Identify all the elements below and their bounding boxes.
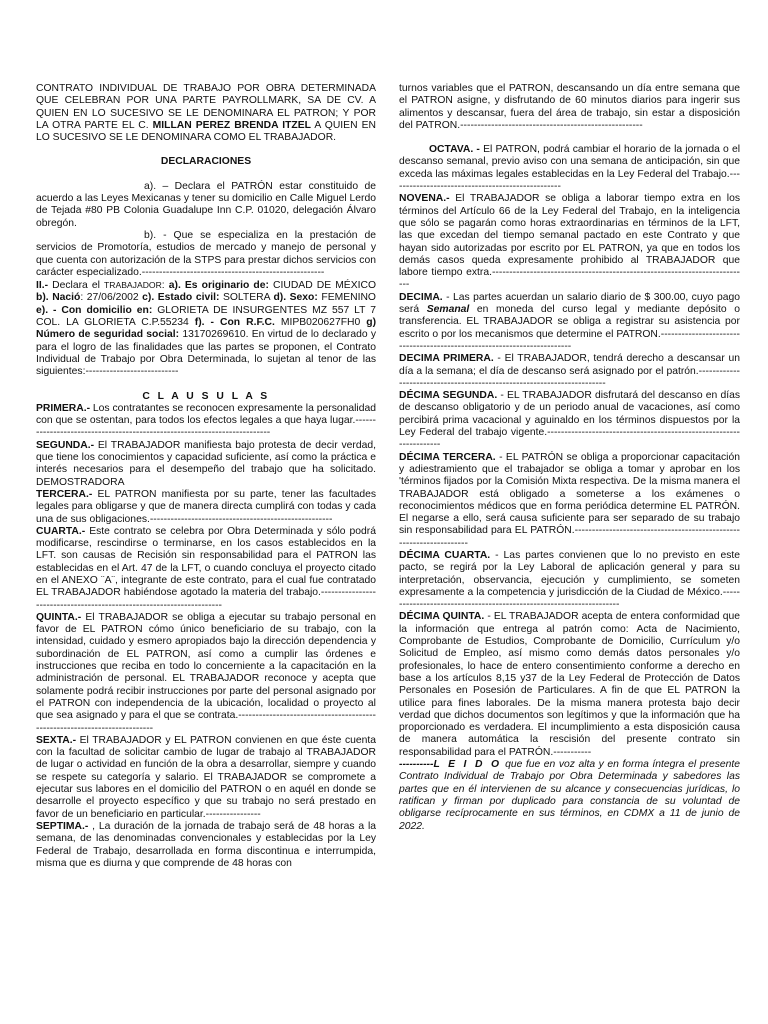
pay-frequency: Semanal — [426, 304, 470, 316]
clausula-quinta: QUINTA.- El TRABAJADOR se obliga a ejecutar su trabajo personal en favor de EL PATRON cómo único beneficiario de su trabajo, con la intensidad, cuidado y esmero apropiados bajo la dirección dependencia y subordinación de EL PATRON, así como a cumplir las órdenes e instrucciones que reciba en todo lo concerniente a la capacitación en la administración de personal. EL TRABAJADOR reconoce y acepta que solamente podrá recibir instrucciones por parte del personal asignado por el PATRON con independencia de la ubicación, localidad o proyecto al que sea asignado y para el que se contrata.-------------------------------------------------------------------------- — [36, 611, 376, 734]
clausula-cuarta: CUARTA.- Este contrato se celebra por Obra Determinada y sólo podrá modificarse, rescindirse o terminarse, en los casos establecidos en la LFT. son causas de Recisión sin responsabilidad para el PATRON las establecidas en el Art. 47 de la LFT, o cuando concluya el proyecto citado en el ANEXO ¨A¨, integrante de este contrato, para el cual fue contratado EL TRABAJADOR habiéndose agotado la materia del trabajo.---------------------------------------------------------------------- — [36, 525, 376, 611]
clausula-septima-cont: turnos variables que el PATRON, descansando un día entre semana que el PATRON asigne, y disfrutando de 60 minutos diarios para ingerir sus alimentos y descansar, fuera del área de trabajo, sin estar a disposición del PATRON.----------------------------------------------------- — [399, 83, 740, 131]
declaracion-ii: II.- Declara el TRABAJADOR: a). Es originario de: CIUDAD DE MÉXICO b). Nació: 27/06/2002 c). Estado civil: SOLTERA d). Sexo: FEMENINO e). - Con domicilio en: GLORIETA DE INSURGENTES MZ 557 LT 7 COL. LA GLORIETA C.P.55234 f). - Con R.F.C. MIPB020627FH0 g) Número de seguridad social: 13170269610. En virtud de lo declarado y para el logro de las finalidades que las partes se proponen, el Contrato Individual de Trabajo por Obra Determinada, lo sujetan al tenor de las siguientes:--------------------------- — [36, 280, 377, 378]
clausula-octava: OCTAVA. - El PATRON, podrá cambiar el horario de la jornada o el descanso semanal, previo aviso con una semana de anticipación, sin que exceda las máximas legales establecidas en la Ley Federal del Trabajo.-------------------------------------------------- — [399, 144, 741, 193]
leido-closing: ----------L E I D O que fue en voz alta y en forma íntegra el presente Contrato Individual de Trabajo por Obra Determinada y sabedores las partes que en él intervienen de su alcance y consecuencias jurídicas, lo ratifican y firman por duplicado para constancia de su voluntad de obligarse recíprocamente en sus términos, en CDMX a 11 de junio de 2022. — [399, 759, 740, 832]
clausula-novena: NOVENA.- El TRABAJADOR se obliga a laborar tiempo extra en los términos del Artículo 66 de la Ley Federal del Trabajo, en la inteligencia que sólo se pagarán como horas extraordinarias en términos de la LFT, las que excedan del tiempo semanal pactado en este Contrato y que hayan sido autorizadas por escrito por EL PATRON, ya que en todos los demás casos queda expresamente prohibido al TRABAJADOR que labore tiempo extra.--------------------------------------------------------------------------- — [399, 193, 740, 291]
clausula-decima-cuarta: DÉCIMA CUARTA. - Las partes convienen que lo no previsto en este pacto, se regirá por la Ley Laboral de aplicación general y para su interpretación, observancia, ejecución y cumplimiento, se someten expresamente a la competencia y jurisdicción de la Ciudad de México.--------------------------------------------------------------------- — [399, 549, 740, 611]
clausula-septima: SEPTIMA.- , La duración de la jornada de trabajo será de 48 horas a la semana, de las denominadas convencionales y establecidas por la Ley Federal de Trabajo, desarrollada en forma discontinua e interrumpida, misma que es diurna y que comprende de 48 horas con — [36, 820, 376, 869]
right-column — [399, 83, 740, 833]
declaraciones-heading: DECLARACIONES — [160, 156, 252, 168]
declaracion-a: a). – Declara el PATRÓN estar constituido de acuerdo a las Leyes Mexicanas y tener su domicilio en Calle Miguel Lerdo de Tejada #80 PB Colonia Guadalupe Inn C.P. 01020, delegación Álvaro obregón. — [36, 180, 376, 229]
clausula-tercera: TERCERA.- EL PATRON manifiesta por su parte, tener las facultades legales para obligarse y que de manera directa cumplirá con todas y cada una de sus obligaciones.----------------------------------------------------- — [36, 488, 376, 525]
declaracion-b: b). - Que se especializa en la prestación de servicios de Promotoría, estudios de mercado y manejo de personal y que cuenta con autorización de la STPS para prestar dichos servicios con carácter especializado.----------------------------------------------------- — [36, 229, 376, 278]
contract-intro: CONTRATO INDIVIDUAL DE TRABAJO POR OBRA DETERMINADA QUE CELEBRAN POR UNA PARTE PAYROLLMARK, SA DE CV. A QUIEN EN LO SUCESIVO SE LE DENOMINARA EL PATRON; Y POR LA OTRA PARTE EL C. MILLAN PEREZ BRENDA ITZEL A QUIEN EN LO SUCESIVO SE LE DENOMINARA COMO EL TRABAJADOR. — [36, 83, 376, 144]
clausula-decima-primera: DECIMA PRIMERA. - El TRABAJADOR, tendrá derecho a descansar un día a la semana; el día de descanso será asignado por el patrón.------------------------------------------------------------------------ — [399, 353, 740, 389]
clausula-sexta: SEXTA.- El TRABAJADOR y EL PATRON convienen en que éste cuenta con la facultad de solicitar cambio de lugar de trabajo al TRABAJADOR de lugar o actividad en función de la obra a desarrollar, siempre y cuando se respete su categoría y salario. El TRABAJADOR se compromete a ejecutar sus labores en el domicilio del PATRON o en aquél en donde se desarrolle el proyecto específico y que su trabajo no será prestado en favor de un beneficiario en particular.---------------- — [36, 734, 376, 820]
worker-name: MILLAN PEREZ BRENDA ITZEL — [152, 119, 311, 131]
clausulas-heading: C L A U S U L A S — [142, 390, 270, 402]
clausula-decima: DECIMA. - Las partes acuerdan un salario diario de $ 300.00, cuyo pago será Semanal en moneda del curso legal y mediante depósito o transferencia. EL TRABAJADOR se obliga a registrar su asistencia por escrito o por los mecanismos que determine el PATRON.------------------------------------------------------------------------- — [399, 291, 740, 352]
clausula-primera: PRIMERA.- Los contratantes se reconocen expresamente la personalidad con que se ostentan, para todos los efectos legales a que haya lugar.-------------------------------------------------------------------------- — [36, 402, 376, 439]
clausula-segunda: SEGUNDA.- El TRABAJADOR manifiesta bajo protesta de decir verdad, que tiene los conocimientos y capacidad suficiente, así como la práctica e interés necesarios para el desempeño del trabajo que ha solicitado. DEMOSTRADORA — [36, 439, 376, 488]
clausula-decima-quinta: DÉCIMA QUINTA. - EL TRABAJADOR acepta de entera conformidad que la información que entrega al patrón como: Acta de Nacimiento, Comprobante de Estudios, Comprobante de Domicilio, Currículum y/o Solicitud de Empleo, así mismo como demás datos personales y/o profesionales, lo hace de entero consentimiento conforme a derecho en base a los artículos 8,15 y37 de la Ley Federal de Protección de Datos Personales en Posesión de Particulares. A fin de que EL PATRON la utilice para fines laborales. De la misma manera protesta bajo decir verdad que dichos documentos son legítimos y que la información que ha proporcionado es verdadera. El incumplimiento a esta disposición causa de manera automática la rescisión del presente contrato sin responsabilidad para el PATRÓN.----------- — [399, 611, 740, 758]
clausula-decima-tercera: DÉCIMA TERCERA. - EL PATRÓN se obliga a proporcionar capacitación y adiestramiento que el trabajador se obliga a tomar y aprobar en los 'términos fijados por la Comisión Mixta respectiva. De la misma manera el TRABAJADOR está obligado a someterse a los exámenes o reconocimientos médicos que en forma periódica determine EL PATRÓN. El negarse a ello, será causa suficiente para ser separado de su trabajo sin responsabilidad para EL PATRÓN.-------------------------------------------------------------------- — [399, 451, 740, 549]
clausula-decima-segunda: DÉCIMA SEGUNDA. - EL TRABAJADOR disfrutará del descanso en días de descanso obligatorio y de un periodo anual de vacaciones, así como percibirá prima vacacional y aguinaldo en los términos dispuestos por la Ley Federal del trabajo vigente.-------------------------------------------------------------------- — [399, 390, 740, 451]
left-column — [36, 83, 376, 870]
